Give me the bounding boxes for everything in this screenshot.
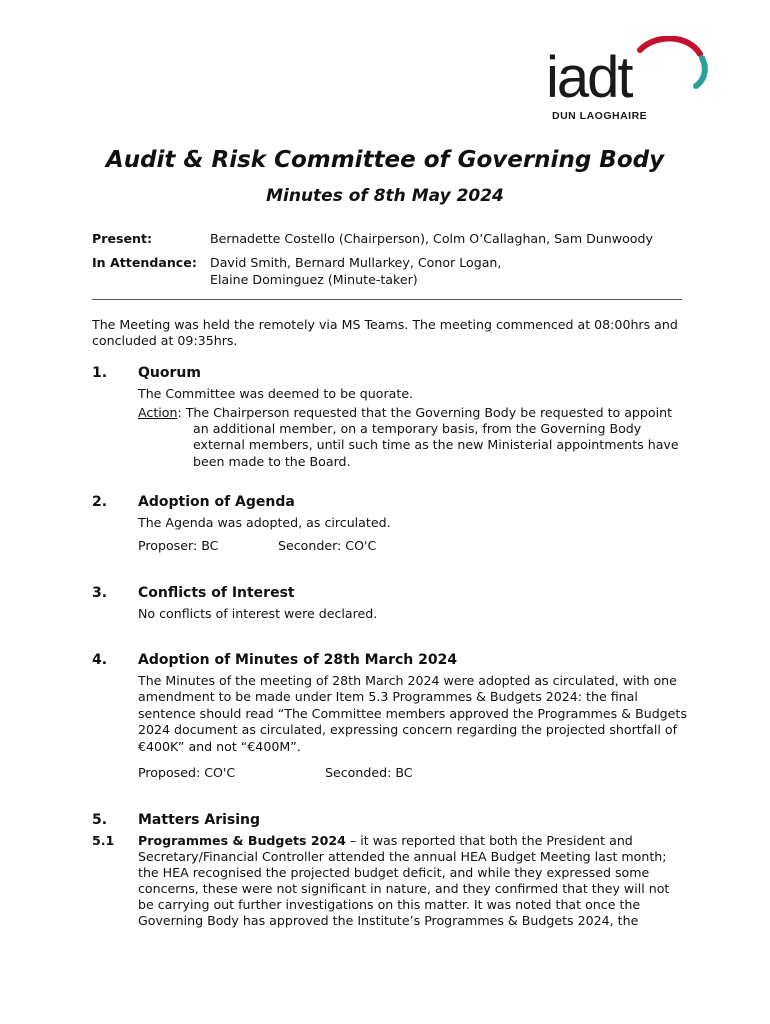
action-text: : The Chairperson requested that the Governing Body be requested to appoint xyxy=(177,405,673,420)
logo-location: DUN LAOGHAIRE xyxy=(552,110,648,122)
item-heading: Quorum xyxy=(138,365,201,381)
item-number: 3. xyxy=(92,585,108,601)
attendance-label: In Attendance: xyxy=(92,255,197,270)
item-heading: Adoption of Minutes of 28th March 2024 xyxy=(138,652,458,668)
seconder: Seconded: BC xyxy=(325,765,413,780)
intro-line-2: concluded at 09:35hrs. xyxy=(92,333,238,348)
sub-item-text: Secretary/Financial Controller attended the annual HEA Budget Meeting last month; xyxy=(138,849,667,864)
item-text: The Minutes of the meeting of 28th March 2024 were adopted as circulated, with one xyxy=(138,673,677,688)
sub-item-text: concerns, these were not significant in nature, and they confirmed that they will not xyxy=(138,881,670,896)
action-text: external members, until such time as the new Ministerial appointments have xyxy=(193,437,679,452)
attendance-line-1: David Smith, Bernard Mullarkey, Conor Logan, xyxy=(210,255,502,270)
logo-wordmark: iadt xyxy=(546,45,632,110)
document-title: Audit & Risk Committee of Governing Body xyxy=(105,147,665,173)
divider xyxy=(92,299,682,300)
item-text: 2024 document as circulated, expressing concern regarding the projected shortfall of xyxy=(138,722,678,737)
action-text: been made to the Board. xyxy=(193,454,351,469)
item-text: The Committee was deemed to be quorate. xyxy=(138,386,414,401)
document-subtitle: Minutes of 8th May 2024 xyxy=(266,186,504,206)
intro-line-1: The Meeting was held the remotely via MS Teams. The meeting commenced at 08:00hrs and xyxy=(92,317,678,332)
item-heading: Conflicts of Interest xyxy=(138,585,295,601)
logo-arc-icon xyxy=(630,36,710,96)
sub-item-first-line xyxy=(138,833,633,850)
sub-item-text: Governing Body has approved the Institute’s Programmes & Budgets 2024, the xyxy=(138,913,639,928)
item-text: No conflicts of interest were declared. xyxy=(138,606,378,621)
seconder: Seconder: CO'C xyxy=(278,538,377,553)
present-names: Bernadette Costello (Chairperson), Colm O’Callaghan, Sam Dunwoody xyxy=(210,231,653,246)
item-number: 5. xyxy=(92,812,108,828)
sub-item-number: 5.1 xyxy=(92,833,115,848)
item-number: 1. xyxy=(92,365,108,381)
sub-item-text: be carrying out further investigations on this matter. It was noted that once the xyxy=(138,897,641,912)
attendance-line-2: Elaine Dominguez (Minute-taker) xyxy=(210,272,418,287)
sub-item-text: the HEA recognised the projected budget deficit, and while they expressed some xyxy=(138,865,650,880)
present-label: Present: xyxy=(92,231,153,246)
action-line xyxy=(138,405,672,422)
sub-item-text: – it was reported that both the President and xyxy=(345,833,633,848)
item-heading: Matters Arising xyxy=(138,812,261,828)
item-text: €400K” and not “€400M”. xyxy=(138,739,301,754)
item-text: sentence should read “The Committee members approved the Programmes & Budgets xyxy=(138,706,687,721)
item-text: amendment to be made under Item 5.3 Programmes & Budgets 2024: the final xyxy=(138,689,638,704)
iadt-logo xyxy=(546,36,716,126)
item-text: The Agenda was adopted, as circulated. xyxy=(138,515,391,530)
item-number: 4. xyxy=(92,652,108,668)
proposer: Proposed: CO'C xyxy=(138,765,236,780)
action-label: Action xyxy=(138,405,178,420)
item-heading: Adoption of Agenda xyxy=(138,494,295,510)
sub-item-heading: Programmes & Budgets 2024 xyxy=(138,833,346,848)
item-number: 2. xyxy=(92,494,108,510)
proposer: Proposer: BC xyxy=(138,538,219,553)
action-text: an additional member, on a temporary basis, from the Governing Body xyxy=(193,421,642,436)
